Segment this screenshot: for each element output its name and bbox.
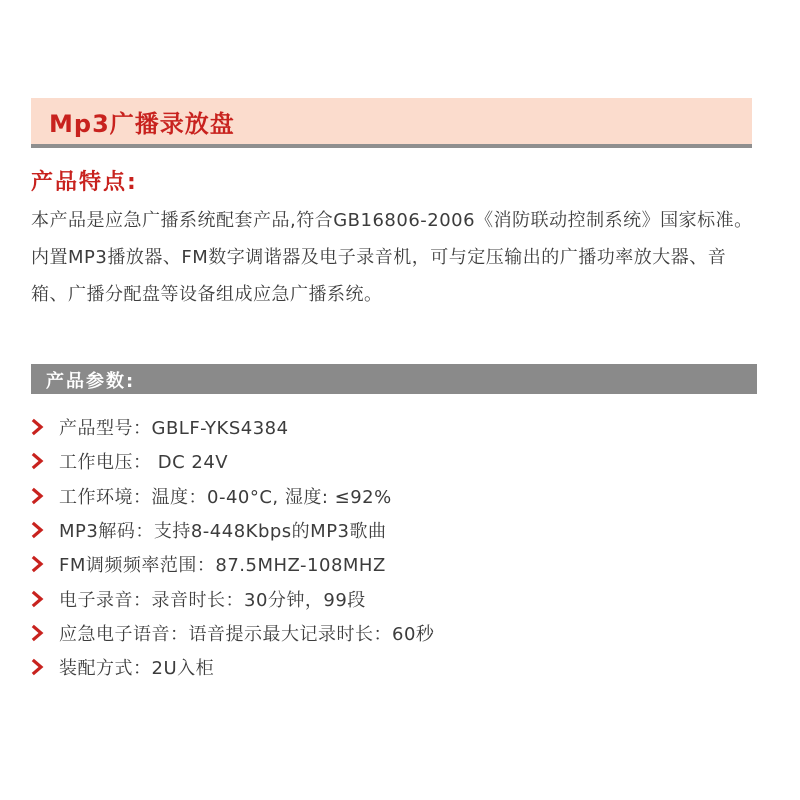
spec-item <box>31 650 761 684</box>
page-title: Mp3广播录放盘 <box>49 110 235 138</box>
features-heading: 产品特点: <box>31 170 138 195</box>
chevron-right-icon <box>31 417 59 437</box>
chevron-right-icon <box>31 623 59 643</box>
spec-text: 产品型号：GBLF-YKS4384 <box>59 418 289 440</box>
spec-text: 电子录音：录音时长：30分钟，99段 <box>59 589 366 611</box>
params-header-bar <box>31 364 757 394</box>
chevron-right-icon <box>31 486 59 506</box>
spec-list <box>31 410 761 684</box>
spec-item <box>31 479 761 513</box>
chevron-right-icon <box>31 520 59 540</box>
spec-item <box>31 410 761 444</box>
chevron-right-icon <box>31 657 59 677</box>
spec-item <box>31 581 761 615</box>
spec-item <box>31 444 761 478</box>
spec-text: 装配方式：2U入柜 <box>59 658 215 680</box>
spec-text: MP3解码：支持8-448Kbps的MP3歌曲 <box>59 521 387 543</box>
features-description: 本产品是应急广播系统配套产品,符合GB16806-2006《消防联动控制系统》国家标准。内置MP3播放器、FM数字调谐器及电子录音机，可与定压输出的广播功率放大器、音箱、广播分配盘等设备组成应急广播系统。 <box>31 210 753 305</box>
spec-item <box>31 547 761 581</box>
spec-text: 工作电压： DC 24V <box>59 452 229 474</box>
chevron-right-icon <box>31 589 59 609</box>
chevron-right-icon <box>31 451 59 471</box>
spec-text: 工作环境：温度：0-40°C, 湿度: ≤92% <box>59 486 392 508</box>
spec-text: 应急电子语音：语音提示最大记录时长：60秒 <box>59 623 435 645</box>
chevron-right-icon <box>31 554 59 574</box>
spec-item <box>31 616 761 650</box>
spec-item <box>31 513 761 547</box>
spec-text: FM调频频率范围：87.5MHZ-108MHZ <box>59 555 386 577</box>
params-heading: 产品参数: <box>46 371 136 392</box>
title-bar <box>31 98 752 148</box>
